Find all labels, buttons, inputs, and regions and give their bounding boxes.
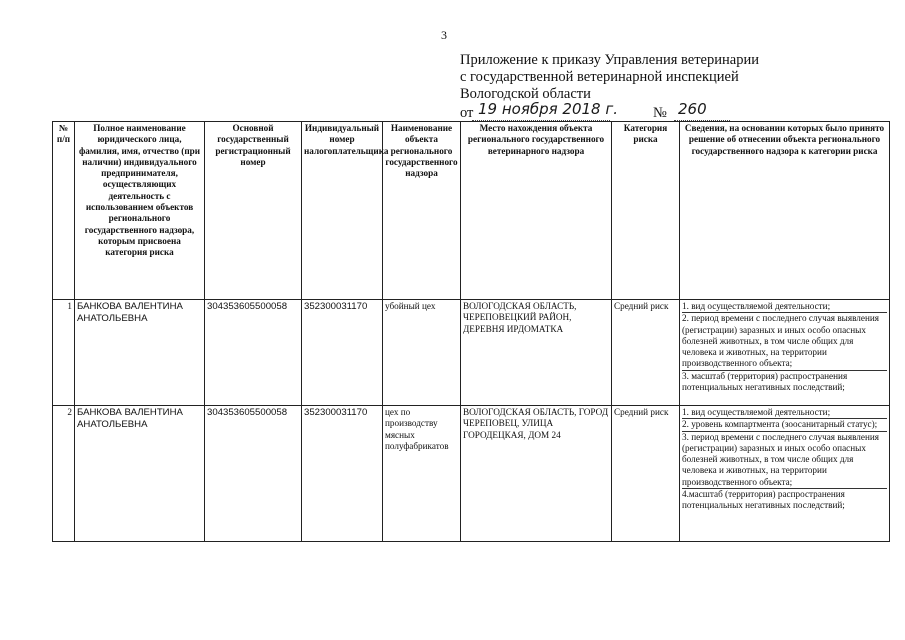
row-name: БАНКОВА ВАЛЕНТИНА АНАТОЛЬЕВНА xyxy=(75,406,205,542)
basis-item: 4.масштаб (территория) распространения потенциальных негативных последствий; xyxy=(682,489,845,511)
col-header-object: Наименование объекта регионального государственного надзора xyxy=(383,122,461,300)
table-row xyxy=(53,300,890,406)
col-header-location: Место нахождения объекта регионального государственного ветеринарного надзора xyxy=(461,122,612,300)
header-line-3: Вологодской области xyxy=(460,86,591,102)
basis-item: 1. вид осуществляемой деятельности; xyxy=(682,301,887,313)
header-line-2: с государственной ветеринарной инспекцией xyxy=(460,69,739,85)
col-header-num: № п/п xyxy=(53,122,75,300)
col-header-category: Категория риска xyxy=(612,122,680,300)
row-ogrn: 304353605500058 xyxy=(205,300,302,406)
row-ogrn: 304353605500058 xyxy=(205,406,302,542)
row-number: 1 xyxy=(53,300,75,406)
col-header-ogrn: Основной государственный регистрационный номер xyxy=(205,122,302,300)
row-location: ВОЛОГОДСКАЯ ОБЛАСТЬ, ГОРОД ЧЕРЕПОВЕЦ, УЛИЦА ГОРОДЕЦКАЯ, ДОМ 24 xyxy=(461,406,612,542)
handwritten-order-number: 260 xyxy=(678,101,724,118)
row-number: 2 xyxy=(53,406,75,542)
row-inn: 352300031170 xyxy=(302,406,383,542)
basis-item: 3. период времени с последнего случая выявления (регистрации) заразных и иных особо опасных болезней животных, в том числе общих для человека и животных, на территории производственного объекта; xyxy=(682,432,887,489)
row-name: БАНКОВА ВАЛЕНТИНА АНАТОЛЬЕВНА xyxy=(75,300,205,406)
row-object: убойный цех xyxy=(383,300,461,406)
row-category: Средний риск xyxy=(612,300,680,406)
order-number-label: № xyxy=(653,105,667,121)
order-date-number-line xyxy=(460,100,880,123)
col-header-inn: Индивидуальный номер налогоплательщика xyxy=(302,122,383,300)
row-object: цех по производству мясных полуфабрикатов xyxy=(383,406,461,542)
order-appendix-header xyxy=(460,52,880,123)
order-prefix: от xyxy=(460,105,474,121)
basis-item: 2. уровень компартмента (зоосанитарный статус); xyxy=(682,419,887,431)
basis-item: 3. масштаб (территория) распространения потенциальных негативных последствий; xyxy=(682,370,848,393)
basis-item: 2. период времени с последнего случая выявления (регистрации) заразных и иных особо опасных болезней животных, в том числе общих для человека и животных, на территории производственного объекта; xyxy=(682,313,887,370)
table-header-row xyxy=(53,122,890,300)
row-category: Средний риск xyxy=(612,406,680,542)
risk-category-table xyxy=(52,121,890,542)
row-location: ВОЛОГОДСКАЯ ОБЛАСТЬ, ЧЕРЕПОВЕЦКИЙ РАЙОН, ДЕРЕВНЯ ИРДОМАТКА xyxy=(461,300,612,406)
page-number: 3 xyxy=(441,28,447,42)
row-inn: 352300031170 xyxy=(302,300,383,406)
row-basis xyxy=(680,406,890,542)
col-header-name: Полное наименование юридического лица, фамилия, имя, отчество (при наличии) индивидуального предпринимателя, осуществляющих деятельность с использованием объектов регионального государственного надзора, которым присвоена категория риска xyxy=(75,122,205,300)
col-header-basis: Сведения, на основании которых было принято решение об отнесении объекта регионального государственного надзора к категории риска xyxy=(680,122,890,300)
row-basis xyxy=(680,300,890,406)
basis-item: 1. вид осуществляемой деятельности; xyxy=(682,407,887,419)
handwritten-order-date: 19 ноября 2018 г. xyxy=(478,100,619,118)
header-line-1: Приложение к приказу Управления ветеринарии xyxy=(460,52,759,68)
table-row xyxy=(53,406,890,542)
